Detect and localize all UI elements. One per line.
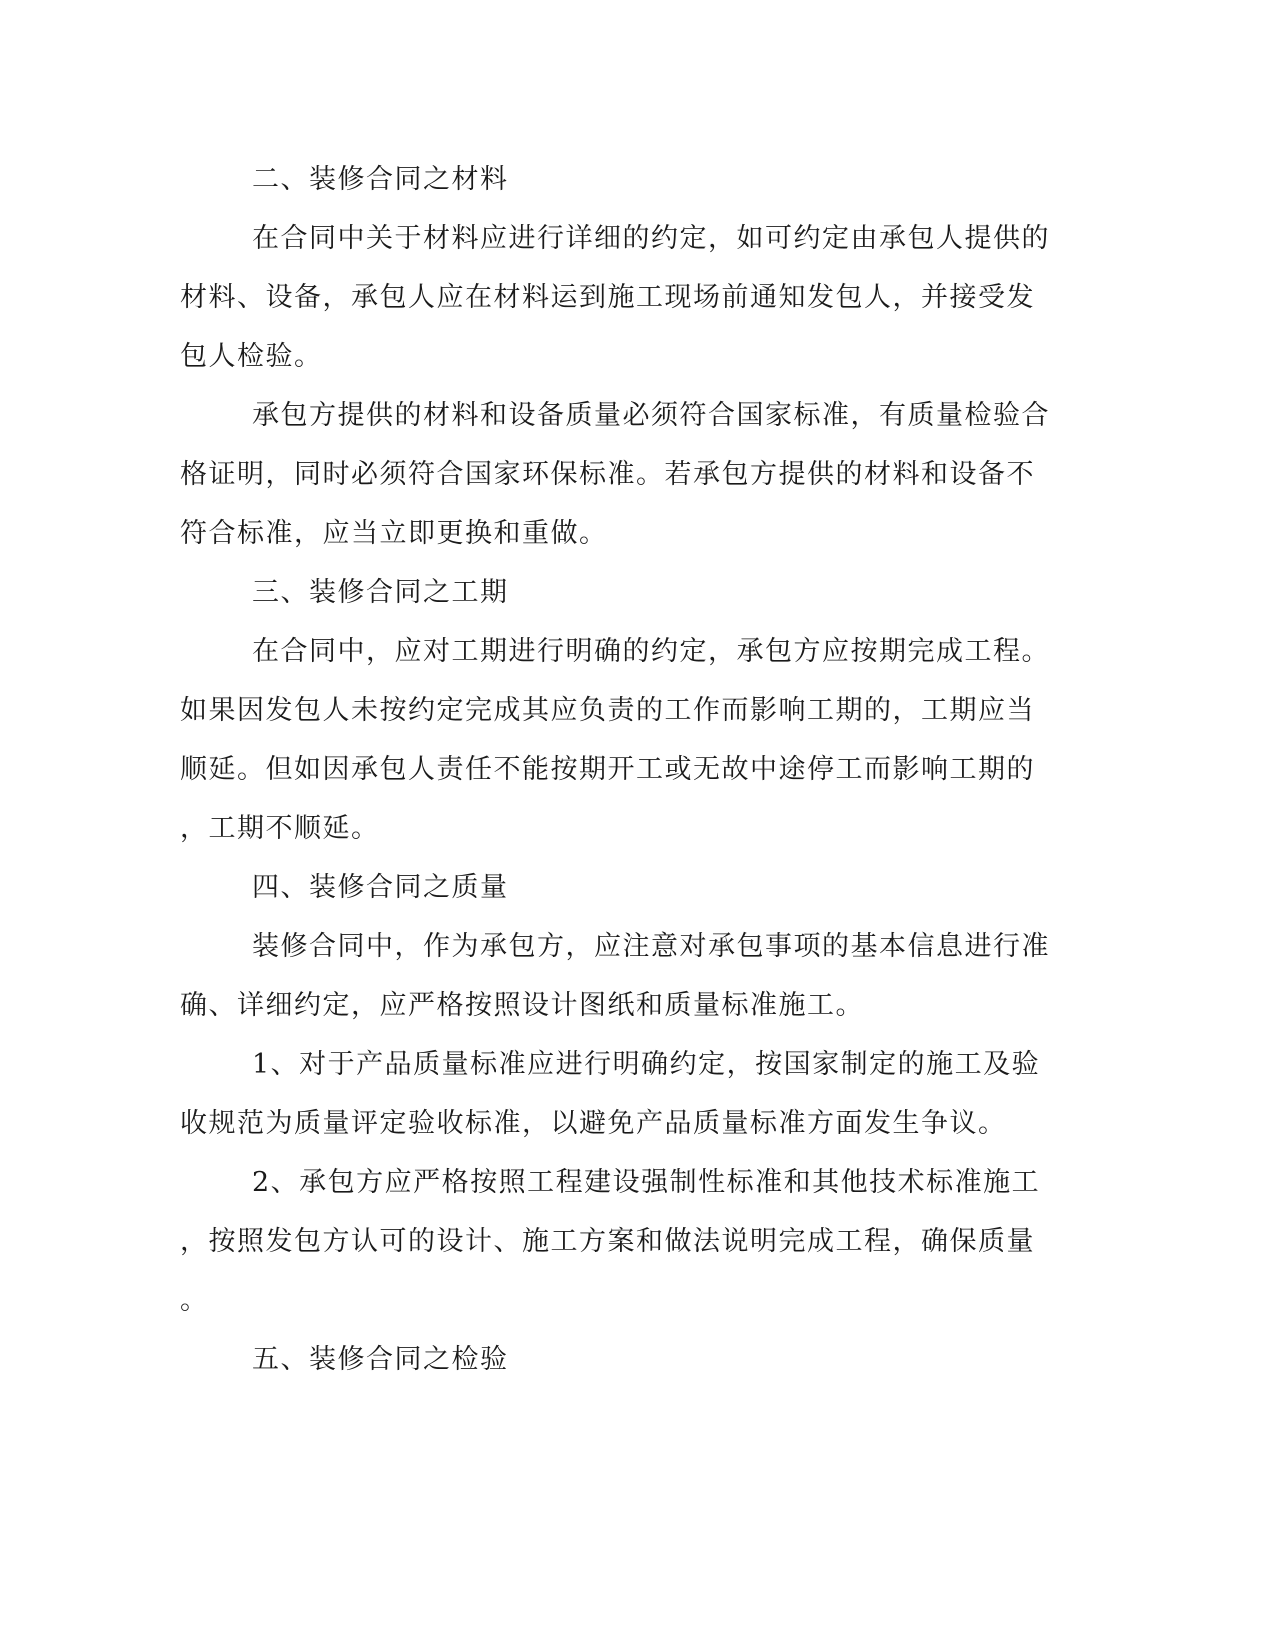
paragraph-line: 材料、设备，承包人应在材料运到施工现场前通知发包人，并接受发 [180,282,1035,313]
paragraph-line: 在合同中关于材料应进行详细的约定，如可约定由承包人提供的 [252,223,1050,254]
paragraph-line: ，工期不顺延。 [180,813,380,844]
paragraph-line: 格证明，同时必须符合国家环保标准。若承包方提供的材料和设备不 [180,459,1035,490]
document-body [180,150,1050,1389]
paragraph-line: 如果因发包人未按约定完成其应负责的工作而影响工期的，工期应当 [180,695,1035,726]
paragraph-line: 在合同中，应对工期进行明确的约定，承包方应按期完成工程。 [252,636,1050,667]
paragraph-line: 确、详细约定，应严格按照设计图纸和质量标准施工。 [180,990,864,1021]
list-item-line: 。 [180,1285,209,1316]
paragraph-line: 顺延。但如因承包人责任不能按期开工或无故中途停工而影响工期的 [180,754,1035,785]
section-heading-quality: 四、装修合同之质量 [252,872,509,903]
paragraph-line: 符合标准，应当立即更换和重做。 [180,518,608,549]
list-item-line: 收规范为质量评定验收标准，以避免产品质量标准方面发生争议。 [180,1108,1007,1139]
list-item-line: ，按照发包方认可的设计、施工方案和做法说明完成工程，确保质量 [180,1226,1035,1257]
paragraph-line: 装修合同中，作为承包方，应注意对承包事项的基本信息进行准 [252,931,1050,962]
section-heading-schedule: 三、装修合同之工期 [252,577,509,608]
section-heading-inspection: 五、装修合同之检验 [252,1344,509,1375]
paragraph-line: 包人检验。 [180,341,323,372]
section-heading-materials: 二、装修合同之材料 [252,164,509,195]
list-item-line: 1、对于产品质量标准应进行明确约定，按国家制定的施工及验 [252,1049,1041,1080]
list-item-line: 2、承包方应严格按照工程建设强制性标准和其他技术标准施工 [252,1167,1041,1198]
paragraph-line: 承包方提供的材料和设备质量必须符合国家标准，有质量检验合 [252,400,1050,431]
